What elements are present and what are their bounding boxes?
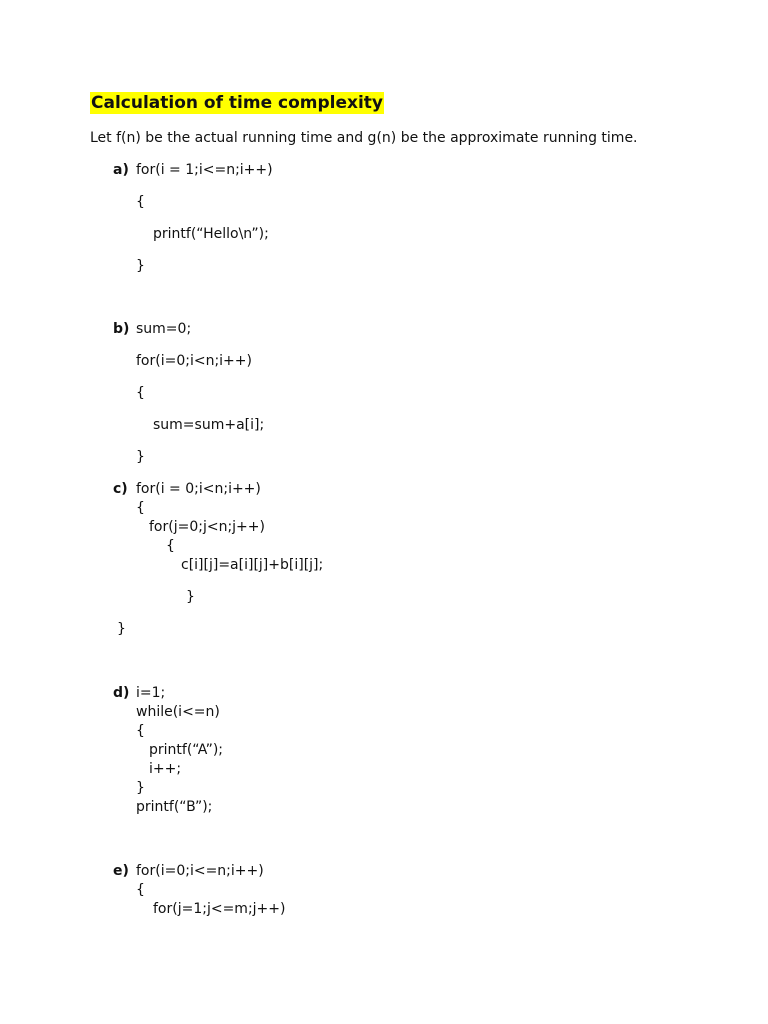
item-b-label: b)	[113, 321, 130, 337]
item-e-line-3: for(j=1;j<=m;j++)	[153, 901, 286, 917]
item-c-line-6: }	[186, 589, 195, 605]
item-e-line-1: for(i=0;i<=n;i++)	[136, 863, 264, 879]
intro-paragraph: Let f(n) be the actual running time and g(n) be the approximate running time.	[90, 130, 638, 146]
item-c-line-1: for(i = 0;i<n;i++)	[136, 481, 261, 497]
item-b-line-5: }	[136, 449, 145, 465]
item-a-line-1: for(i = 1;i<=n;i++)	[136, 162, 273, 178]
item-d-line-7: printf(“B”);	[136, 799, 213, 815]
item-d-line-5: i++;	[149, 761, 182, 777]
item-c-label: c)	[113, 481, 128, 497]
item-b-line-1: sum=0;	[136, 321, 192, 337]
item-d-label: d)	[113, 685, 130, 701]
item-a-label: a)	[113, 162, 129, 178]
item-b-line-2: for(i=0;i<n;i++)	[136, 353, 252, 369]
item-d-line-1: i=1;	[136, 685, 166, 701]
item-c-line-4: {	[166, 538, 175, 554]
item-c-line-2: {	[136, 500, 145, 516]
item-c-line-7: }	[117, 621, 126, 637]
item-d-line-6: }	[136, 780, 145, 796]
item-e-label: e)	[113, 863, 129, 879]
item-d-line-2: while(i<=n)	[136, 704, 220, 720]
item-a-line-3: printf(“Hello\n”);	[153, 226, 269, 242]
item-d-line-3: {	[136, 723, 145, 739]
item-a-line-4: }	[136, 258, 145, 274]
item-c-line-5: c[i][j]=a[i][j]+b[i][j];	[181, 557, 324, 573]
item-c-line-3: for(j=0;j<n;j++)	[149, 519, 265, 535]
item-b-line-3: {	[136, 385, 145, 401]
item-b-line-4: sum=sum+a[i];	[153, 417, 265, 433]
item-e-line-2: {	[136, 882, 145, 898]
page-title: Calculation of time complexity	[91, 93, 384, 113]
item-a-line-2: {	[136, 194, 145, 210]
item-d-line-4: printf(“A”);	[149, 742, 224, 758]
